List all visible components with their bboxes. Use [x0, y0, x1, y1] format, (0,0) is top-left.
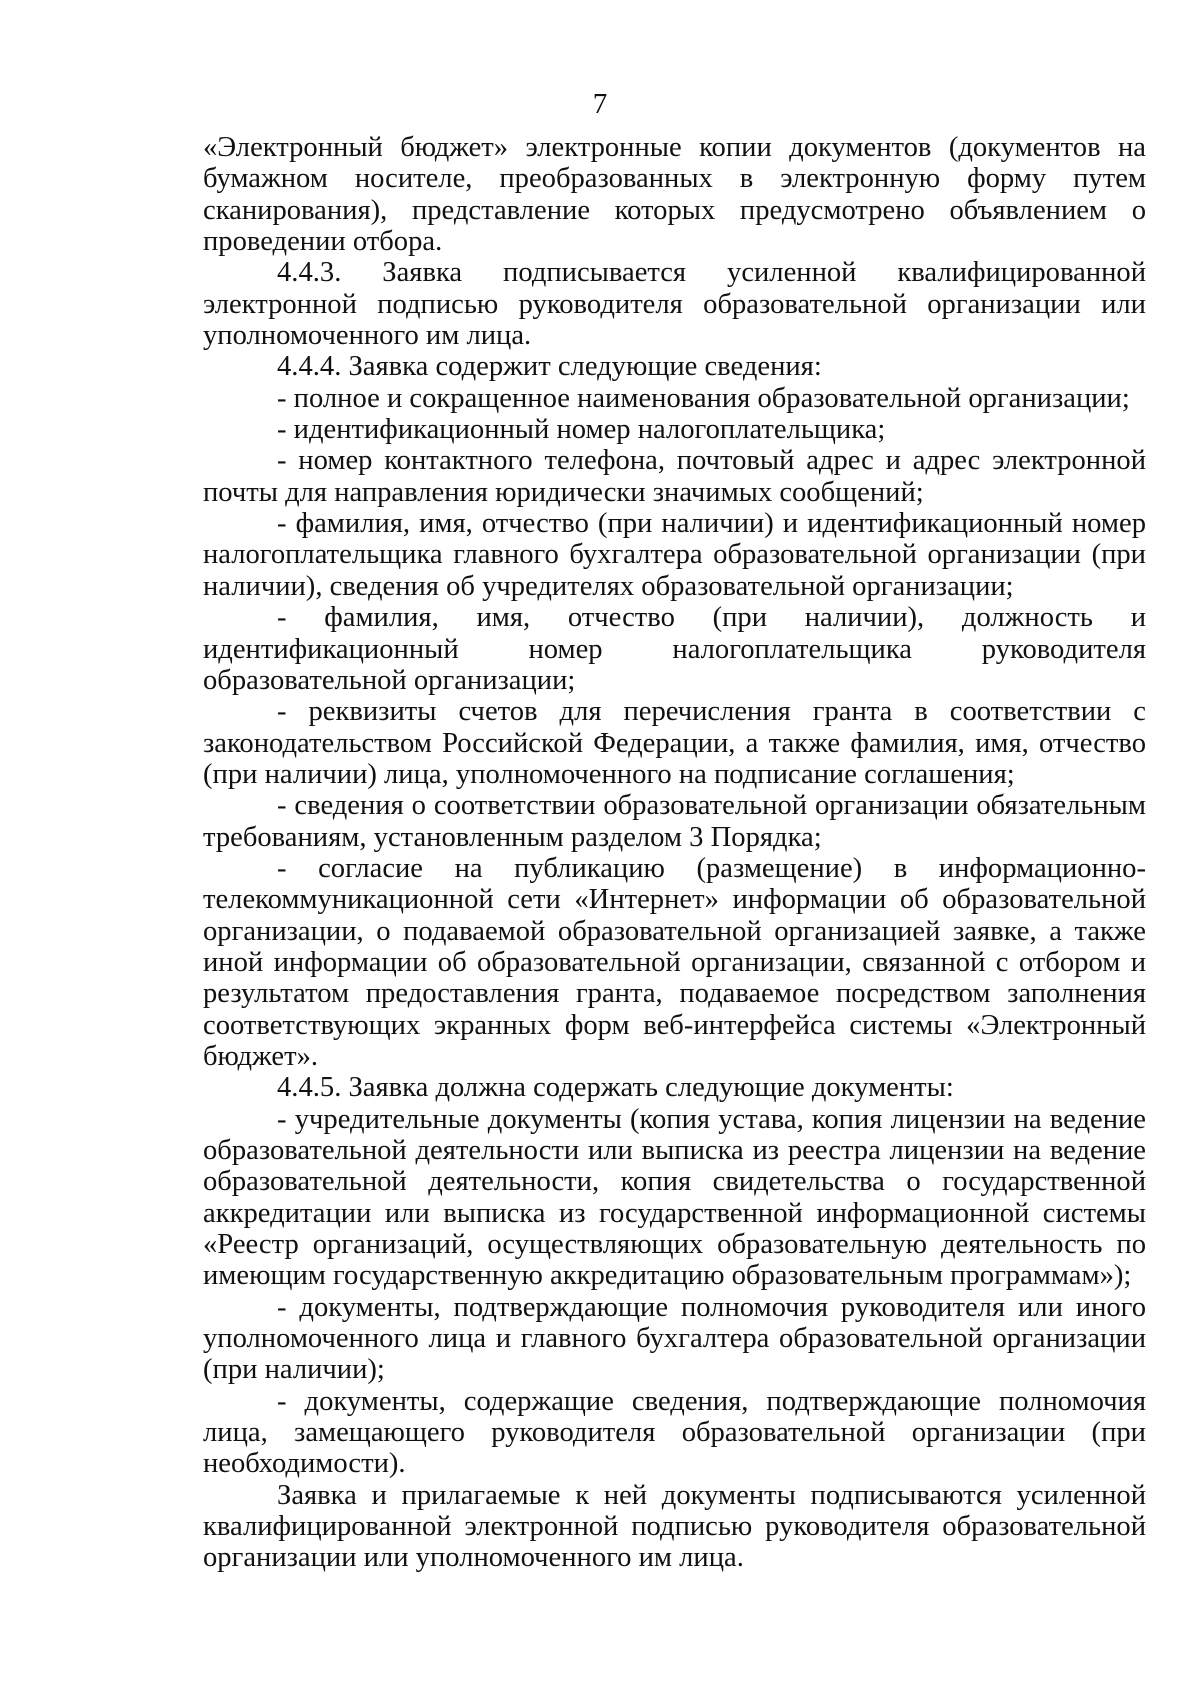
clause-4-4-5: 4.4.5. Заявка должна содержать следующие документы:: [277, 1072, 954, 1104]
list-item: - учредительные документы (копия устава, копия лицензии на ведение образовательной деятельности или выписка из реестра лицензии на ведение образовательной деятельности, копия свидетельства о государственной аккредитации или выписка из государственной информационной системы «Реестр организаций, осуществляющих образовательную деятельность по имеющим государственную аккредитацию образовательным программам»);: [203, 1103, 1146, 1292]
list-item: - документы, содержащие сведения, подтверждающие полномочия лица, замещающего руководителя образовательной организации (при необходимости).: [203, 1385, 1146, 1480]
list-item: - фамилия, имя, отчество (при наличии), должность и идентификационный номер налогоплательщика руководителя образовательной организации;: [203, 602, 1146, 696]
list-item: - согласие на публикацию (размещение) в информационно-телекоммуникационной сети «Интернет» информации об образовательной организации, о подаваемой образовательной организацией заявке, а также иной информации об образовательной организации, связанной с отбором и результатом предоставления гранта, подаваемое посредством заполнения соответствующих экранных форм веб-интерфейса системы «Электронный бюджет».: [203, 852, 1146, 1072]
clause-4-4-3: 4.4.3. Заявка подписывается усиленной квалифицированной электронной подписью руководителя образовательной организации или уполномоченного им лица.: [203, 257, 1146, 352]
paragraph-continuation: «Электронный бюджет» электронные копии документов (документов на бумажном носителе, преобразованных в электронную форму путем сканирования), представление которых предусмотрено объявлением о проведении отбора.: [203, 132, 1146, 258]
list-item: - идентификационный номер налогоплательщика;: [277, 414, 886, 446]
page-number: 7: [592, 88, 608, 120]
list-item: - реквизиты счетов для перечисления гранта в соответствии с законодательством Российской Федерации, а также фамилия, имя, отчество (при наличии) лица, уполномоченного на подписание соглашения;: [203, 696, 1146, 790]
document-body: [203, 132, 1146, 1574]
list-item: - номер контактного телефона, почтовый адрес и адрес электронной почты для направления юридически значимых сообщений;: [203, 445, 1146, 508]
list-item: - сведения о соответствии образовательной организации обязательным требованиям, установленным разделом 3 Порядка;: [203, 790, 1146, 853]
list-item: - документы, подтверждающие полномочия руководителя или иного уполномоченного лица и главного бухгалтера образовательной организации (при наличии);: [203, 1291, 1146, 1386]
closing-paragraph: Заявка и прилагаемые к ней документы подписываются усиленной квалифицированной электронной подписью руководителя образовательной организации или уполномоченного им лица.: [203, 1479, 1146, 1574]
clause-4-4-4: 4.4.4. Заявка содержит следующие сведения:: [277, 351, 822, 383]
list-item: - полное и сокращенное наименования образовательной организации;: [277, 382, 1130, 414]
list-item: - фамилия, имя, отчество (при наличии) и идентификационный номер налогоплательщика главного бухгалтера образовательной организации (при наличии), сведения об учредителях образовательной организации;: [203, 508, 1146, 602]
